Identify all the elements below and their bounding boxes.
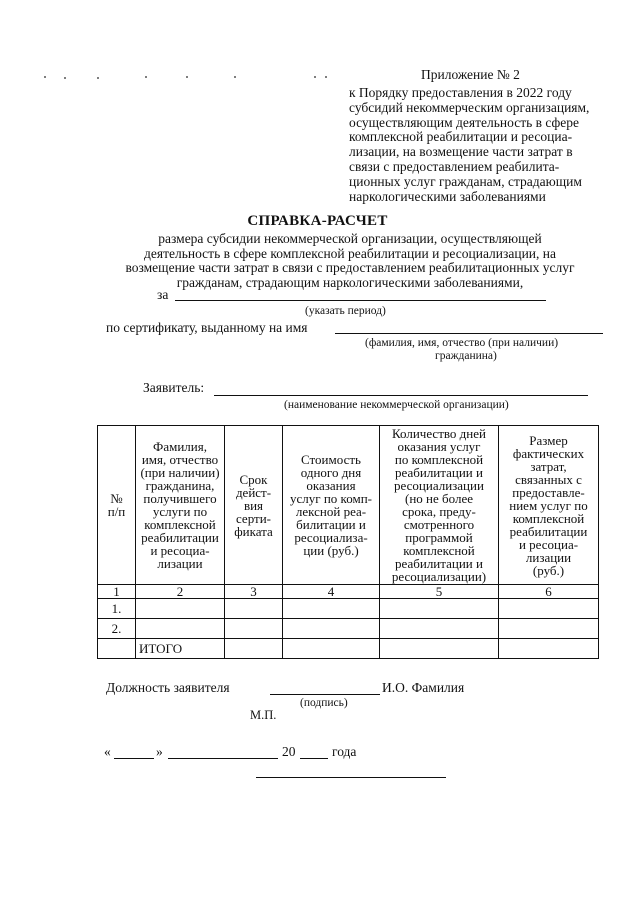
header-cell-citizen-name: Фамилия, имя, отчество (при наличии) гражданина, получившего услуги по комплексной реабилитации и ресоциа- лизации xyxy=(136,426,225,585)
certificate-label: по сертификату, выданному на имя xyxy=(106,320,308,335)
applicant-field[interactable] xyxy=(214,395,588,396)
appendix-line: наркологическими заболеваниями xyxy=(349,188,546,204)
header-cell-day-cost: Стоимость одного дня оказания услуг по комп- лексной реа- билитации и ресоциализа- ции (руб.) xyxy=(283,426,380,585)
table-cell[interactable] xyxy=(499,639,599,659)
appendix-line: ционных услуг гражданам, страдающим xyxy=(349,173,582,189)
subtitle-line: возмещение части затрат в связи с предоставлением реабилитационных услуг xyxy=(125,260,575,276)
table-cell[interactable] xyxy=(380,639,499,659)
position-label: Должность заявителя xyxy=(106,680,230,695)
row-number: 2. xyxy=(98,619,136,639)
calculation-table xyxy=(97,425,599,659)
appendix-line: субсидий некоммерческим организациям, xyxy=(349,99,590,115)
document-title: СПРАВКА-РАСЧЕТ xyxy=(247,213,388,229)
column-number: 1 xyxy=(98,585,136,599)
bottom-line xyxy=(256,777,446,778)
appendix-label: Приложение № 2 xyxy=(421,67,520,82)
document-subtitle xyxy=(0,232,635,290)
certificate-name-field[interactable] xyxy=(335,333,603,334)
signature-field[interactable] xyxy=(270,694,380,695)
signer-name: И.О. Фамилия xyxy=(382,680,465,695)
header-cell-certificate-term: Срок дейст- вия серти- фиката xyxy=(225,426,283,585)
header-cell-actual-costs: Размер фактических затрат, связанных с предоставле- нием услуг по комплексной реабилитации и ресоциа- лизации (руб.) xyxy=(499,426,599,585)
date-close-quote: » xyxy=(156,744,163,759)
total-row xyxy=(98,639,599,659)
header-cell-number: № п/п xyxy=(98,426,136,585)
total-label: ИТОГО xyxy=(136,639,225,659)
scan-speck xyxy=(325,76,327,78)
date-month-field[interactable] xyxy=(168,758,278,759)
table-cell[interactable] xyxy=(283,619,380,639)
table-cell[interactable] xyxy=(380,599,499,619)
column-numbers-row xyxy=(98,585,599,599)
table-cell[interactable] xyxy=(499,619,599,639)
subtitle-line: деятельность в сфере комплексной реабилитации и ресоциализации, на xyxy=(144,245,556,261)
column-number: 3 xyxy=(225,585,283,599)
appendix-line: к Порядку предоставления в 2022 году xyxy=(349,85,572,100)
appendix-line: осуществляющим деятельность в сфере xyxy=(349,114,580,130)
scan-speck xyxy=(97,77,99,79)
appendix-line: лизации, на возмещение части затрат в xyxy=(349,144,573,160)
table-cell xyxy=(98,639,136,659)
scan-speck xyxy=(314,76,316,78)
period-field[interactable] xyxy=(175,300,546,301)
table-cell[interactable] xyxy=(136,599,225,619)
appendix-line: связи с предоставлением реабилита- xyxy=(349,158,560,174)
table-cell[interactable] xyxy=(499,599,599,619)
period-prefix: за xyxy=(157,287,169,302)
table-header-row xyxy=(98,426,599,585)
appendix-reference xyxy=(349,86,589,204)
table-cell[interactable] xyxy=(136,619,225,639)
appendix-line: комплексной реабилитации и ресоциа- xyxy=(349,129,573,145)
date-day-field[interactable] xyxy=(114,758,154,759)
applicant-label: Заявитель: xyxy=(143,380,205,395)
table-cell[interactable] xyxy=(283,599,380,619)
scan-speck xyxy=(44,76,46,78)
certificate-hint-cont: гражданина) xyxy=(435,350,497,362)
period-hint: (указать период) xyxy=(305,305,386,317)
certificate-hint: (фамилия, имя, отчество (при наличии) xyxy=(365,337,559,349)
scan-speck xyxy=(186,76,188,78)
date-year-suffix: года xyxy=(332,744,357,759)
stamp-label: М.П. xyxy=(250,708,277,722)
column-number: 2 xyxy=(136,585,225,599)
scan-speck xyxy=(234,76,236,78)
date-open-quote: « xyxy=(104,744,111,759)
table-row xyxy=(98,619,599,639)
header-cell-days-count: Количество дней оказания услуг по комплексной реабилитации и ресоциализации (но не более срока, преду- смотренного программой комплексной реабилитации и ресоциализации) xyxy=(380,426,499,585)
column-number: 5 xyxy=(380,585,499,599)
column-number: 4 xyxy=(283,585,380,599)
date-year-field[interactable] xyxy=(300,758,328,759)
scan-speck xyxy=(64,77,66,79)
subtitle-line: размера субсидии некоммерческой организации, осуществляющей xyxy=(158,231,542,246)
table-row xyxy=(98,599,599,619)
subtitle-line: гражданам, страдающим наркологическими заболеваниями, xyxy=(176,274,524,290)
row-number: 1. xyxy=(98,599,136,619)
signature-hint: (подпись) xyxy=(300,697,348,709)
column-number: 6 xyxy=(499,585,599,599)
table-cell[interactable] xyxy=(225,639,283,659)
applicant-hint: (наименование некоммерческой организации) xyxy=(284,399,509,411)
date-year-prefix: 20 xyxy=(282,744,296,759)
table-cell[interactable] xyxy=(225,599,283,619)
table-cell[interactable] xyxy=(380,619,499,639)
table-cell[interactable] xyxy=(283,639,380,659)
scan-speck xyxy=(145,76,147,78)
table-cell[interactable] xyxy=(225,619,283,639)
